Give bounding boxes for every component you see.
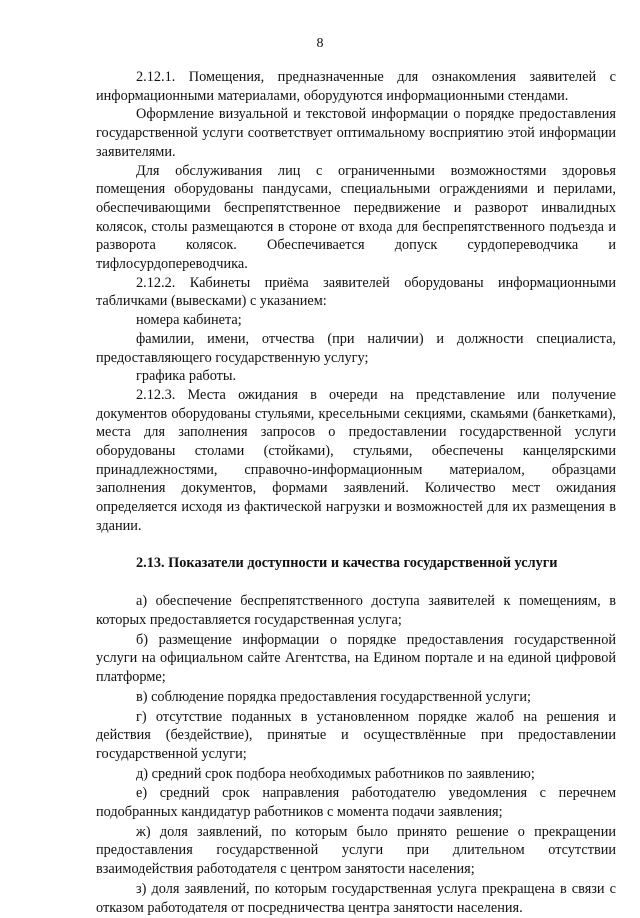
list-item-b: б) размещение информации о порядке предоставления государственной услуги на официальном сайте Агентства, на Едином портале и на единой цифровой платформе; (96, 631, 616, 686)
paragraph-work-schedule: графика работы. (136, 368, 237, 385)
list-item-a: а) обеспечение беспрепятственного доступа заявителей к помещениям, в которых предоставляется государственная услуга; (96, 593, 616, 628)
paragraph-specialist-name: фамилии, имени, отчества (при наличии) и должности специалиста, предоставляющего государственную услугу; (96, 330, 616, 366)
paragraph-2-12-1: 2.12.1. Помещения, предназначенные для ознакомления заявителей с информационными материалами, оборудуются информационными стендами. (96, 69, 616, 104)
list-item-z: з) доля заявлений, по которым государственная услуга прекращена в связи с отказом работодателя от посредничества центра занятости населения. (96, 880, 616, 916)
paragraph-2-12-3: 2.12.3. Места ожидания в очереди на представление или получение документов оборудованы стульями, кресельными секциями, скамьями (банкетками), места для заполнения запросов о предоставлении государственной услуги оборудованы столами (стойками), стульями, обеспечены канцелярскими принадлежностями, справочно-информационным материалом, образцами заполнения документов, формами заявлений. Количество мест ожидания определяется исходя из фактической нагрузки и возможностей для их размещения в здании. (96, 386, 616, 534)
list-item-v: в) соблюдение порядка предоставления государственной услуги; (136, 688, 531, 705)
indicator-list (96, 592, 616, 917)
list-item-g: г) отсутствие поданных в установленном порядке жалоб на решения и действия (бездействие), принятые и осуществлённые при предоставлении государственной услуги; (96, 708, 616, 762)
paragraph-2-12-2: 2.12.2. Кабинеты приёма заявителей оборудованы информационными табличками (вывесками) с указанием: (96, 274, 616, 310)
paragraph-accessibility: Для обслуживания лиц с ограниченными возможностями здоровья помещения оборудованы пандусами, специальными ограждениями и перилами, обеспечивающими беспрепятственное передвижение и разворот инвалидных колясок, столы размещаются в стороне от входа для беспрепятственного подъезда и разворота колясок. Обеспечивается допуск сурдопереводчика и тифлосурдопереводчика. (96, 162, 616, 273)
list-item-e: е) средний срок направления работодателю уведомления с перечнем подобранных кандидатур работников с момента подачи заявления; (96, 785, 616, 821)
paragraph-visual-info: Оформление визуальной и текстовой информации о порядке предоставления государственной услуги соответствует оптимальному восприятию этой информации заявителями. (96, 106, 616, 160)
section-heading: 2.13. Показатели доступности и качества государственной услуги (136, 554, 558, 571)
list-item-d: д) средний срок подбора необходимых работников по заявлению; (136, 765, 535, 782)
document-body (96, 68, 616, 918)
list-item-zh: ж) доля заявлений, по которым было принято решение о прекращении предоставления государственной услуги при длительном отсутствии взаимодействия работодателя с центром занятости населения; (96, 823, 616, 878)
page-number: 8 (316, 36, 324, 51)
paragraph-room-number: номера кабинета; (136, 312, 242, 329)
